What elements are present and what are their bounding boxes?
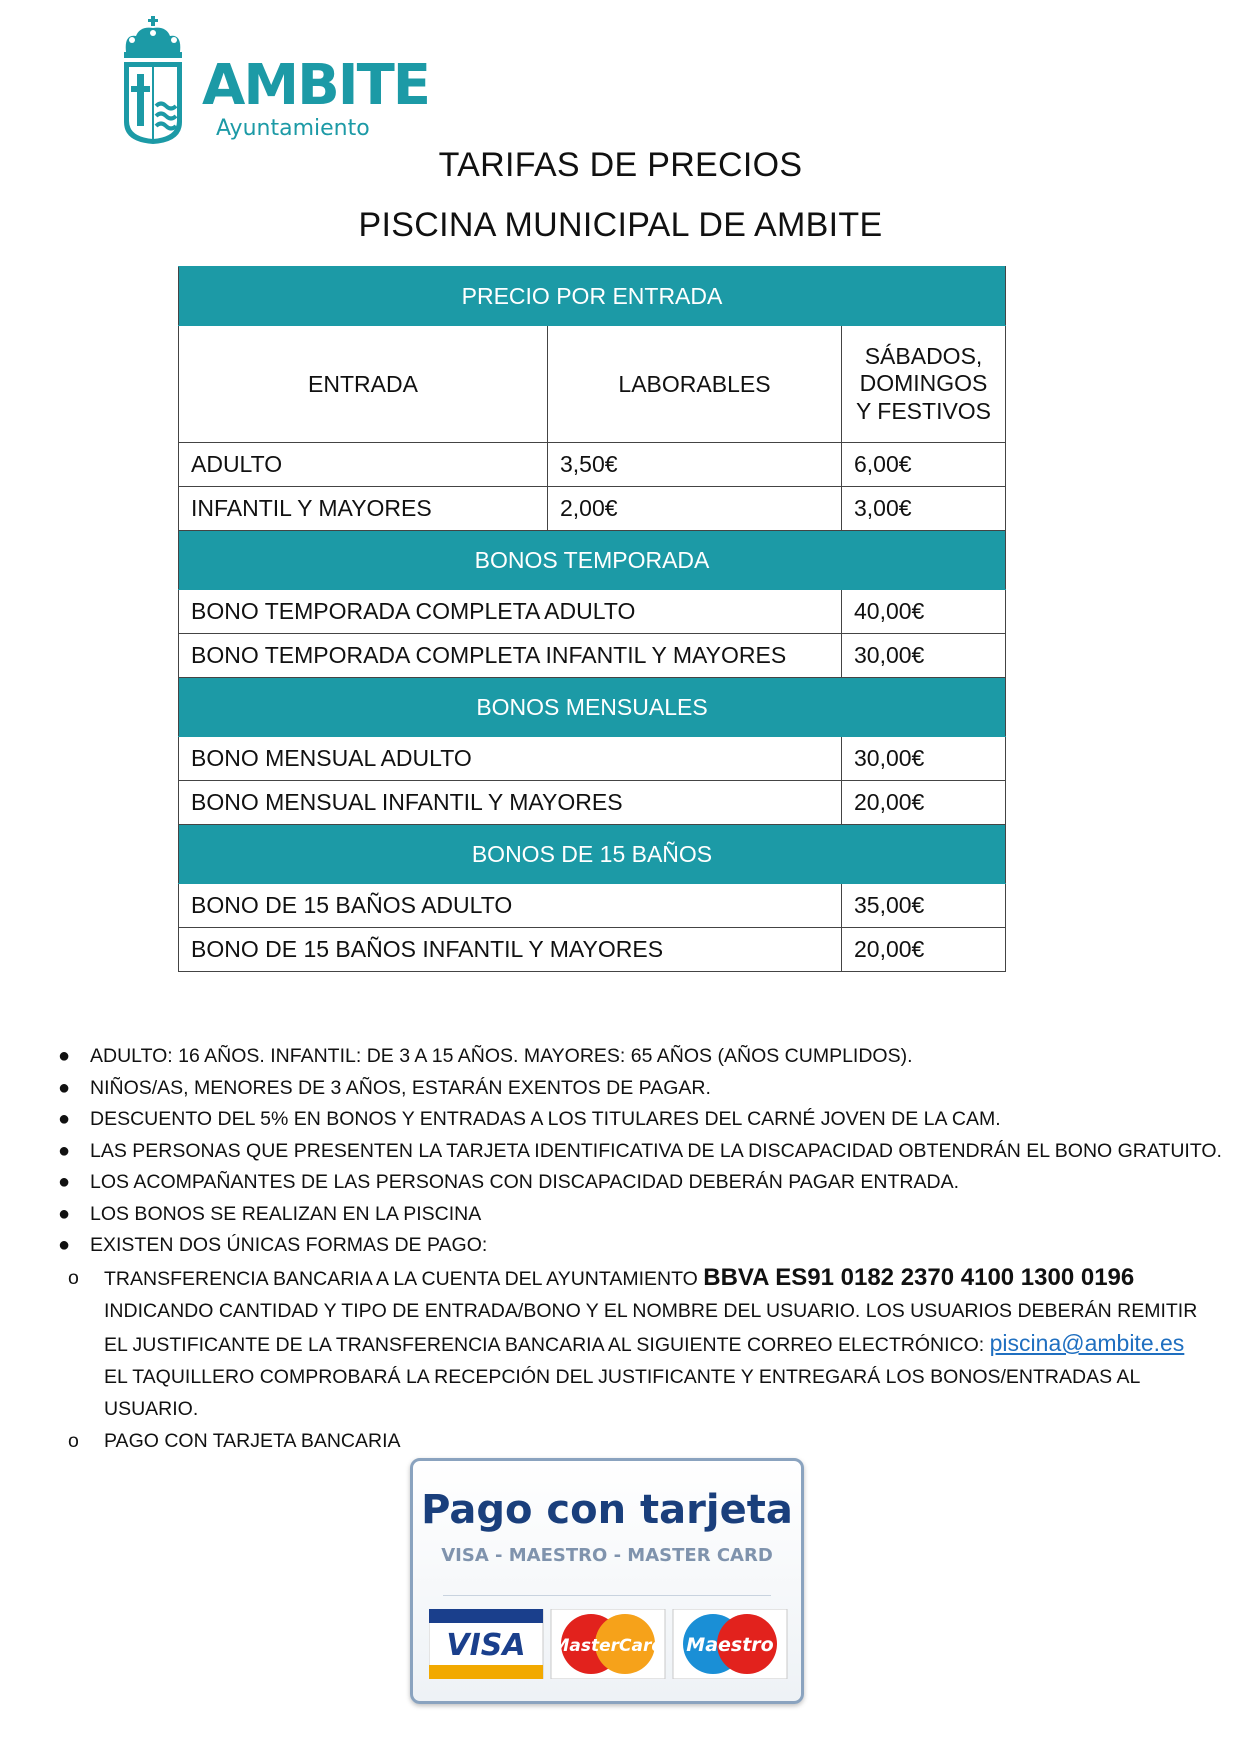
bullet-icon: ● [58,1076,71,1099]
notes-list [58,1041,1222,1262]
table-row [179,884,1006,928]
note-text: LOS ACOMPAÑANTES DE LAS PERSONAS CON DISCAPACIDAD DEBERÁN PAGAR ENTRADA. [90,1171,960,1193]
header-festivos-line: Y FESTIVOS [855,397,992,424]
card-option-text: PAGO CON TARJETA BANCARIA [104,1430,401,1452]
table-band [179,825,1006,884]
list-item [58,1041,1210,1073]
mastercard-label: MasterCard [552,1636,664,1656]
row-price: 20,00€ [842,928,1006,972]
note-text: EXISTEN DOS ÚNICAS FORMAS DE PAGO: [90,1234,488,1256]
visa-label: VISA [446,1628,526,1663]
card-brands [429,1609,789,1679]
bank-account: BBVA ES91 0182 2370 4100 1300 0196 [703,1264,1135,1291]
list-item [58,1167,1210,1199]
price-table [178,266,1006,972]
bullet-icon: ● [58,1171,71,1193]
payment-transfer [68,1262,1204,1425]
visa-icon [429,1609,543,1679]
row-price: 40,00€ [842,590,1006,634]
table-band [179,678,1006,737]
table-header-row [179,326,1006,443]
list-item [58,1104,1210,1136]
table-row [179,487,1006,531]
row-label: BONO MENSUAL INFANTIL Y MAYORES [179,781,842,825]
table-row [179,634,1006,678]
ambite-logo [118,14,430,146]
note-text: ADULTO: 16 AÑOS. INFANTIL: DE 3 A 15 AÑOS. MAYORES: 65 AÑOS (AÑOS CUMPLIDOS). [90,1045,913,1067]
list-item [58,1199,1210,1231]
email-link[interactable]: piscina@ambite.es [989,1330,1185,1356]
row-festivos: 6,00€ [842,443,1006,487]
card-payment-badge [410,1458,804,1704]
coat-of-arms-icon [118,14,188,146]
row-price: 30,00€ [842,737,1006,781]
payment-options [68,1262,1204,1457]
row-laborables: 2,00€ [548,487,842,531]
row-laborables: 3,50€ [548,443,842,487]
list-item [58,1073,1210,1105]
table-row [179,781,1006,825]
row-price: 20,00€ [842,781,1006,825]
bullet-icon: ● [58,1234,71,1256]
row-festivos: 3,00€ [842,487,1006,531]
note-text: NIÑOS/AS, MENORES DE 3 AÑOS, ESTARÁN EXENTOS DE PAGAR. [90,1076,711,1099]
note-text: DESCUENTO DEL 5% EN BONOS Y ENTRADAS A LOS TITULARES DEL CARNÉ JOVEN DE LA CAM. [90,1108,1001,1130]
header-festivos-line: DOMINGOS [859,370,988,397]
row-price: 35,00€ [842,884,1006,928]
maestro-label: Maestro [686,1634,774,1656]
band-precio-entrada: PRECIO POR ENTRADA [179,267,1006,326]
row-price: 30,00€ [842,634,1006,678]
bullet-icon: ● [58,1202,71,1225]
payment-card [68,1425,1204,1457]
table-row [179,737,1006,781]
page-subtitle: PISCINA MUNICIPAL DE AMBITE [358,206,883,244]
note-text: LAS PERSONAS QUE PRESENTEN LA TARJETA IDENTIFICATIVA DE LA DISCAPACIDAD OBTENDRÁN EL BONO GRATUITO. [90,1139,1222,1162]
logo-name: AMBITE [202,53,430,118]
header-entrada: ENTRADA [179,326,548,443]
transfer-end: EL TAQUILLERO COMPROBARÁ LA RECEPCIÓN DEL JUSTIFICANTE Y ENTREGARÁ LOS BONOS/ENTRADAS AL USUARIO. [104,1366,1140,1420]
badge-title: Pago con tarjeta [421,1487,793,1533]
maestro-icon [673,1609,787,1679]
page-title: TARIFAS DE PRECIOS [438,146,803,184]
row-label: ADULTO [179,443,548,487]
table-band [179,531,1006,590]
row-label: BONO DE 15 BAÑOS ADULTO [179,884,842,928]
row-label: INFANTIL Y MAYORES [179,487,548,531]
circle-bullet-icon: o [68,1430,79,1452]
badge-divider [443,1595,771,1596]
header-festivos-line: SÁBADOS, [864,342,983,369]
band-bonos-mensuales: BONOS MENSUALES [179,678,1006,737]
bullet-icon: ● [58,1139,71,1162]
list-item [58,1230,1210,1262]
band-bonos-15-banos: BONOS DE 15 BAÑOS [179,825,1006,884]
note-text: LOS BONOS SE REALIZAN EN LA PISCINA [90,1202,482,1225]
table-row [179,928,1006,972]
header-festivos [842,326,1006,443]
list-item [58,1136,1222,1168]
bullet-icon: ● [58,1108,71,1130]
row-label: BONO TEMPORADA COMPLETA INFANTIL Y MAYORES [179,634,842,678]
mastercard-icon [551,1609,665,1679]
table-band [179,267,1006,326]
row-label: BONO MENSUAL ADULTO [179,737,842,781]
table-row [179,590,1006,634]
logo-subtitle: Ayuntamiento [216,116,370,141]
header-laborables: LABORABLES [548,326,842,443]
band-bonos-temporada: BONOS TEMPORADA [179,531,1006,590]
row-label: BONO TEMPORADA COMPLETA ADULTO [179,590,842,634]
row-label: BONO DE 15 BAÑOS INFANTIL Y MAYORES [179,928,842,972]
badge-subtitle: VISA - MAESTRO - MASTER CARD [441,1545,773,1566]
transfer-intro: TRANSFERENCIA BANCARIA A LA CUENTA DEL AYUNTAMIENTO [104,1268,704,1290]
table-row [179,443,1006,487]
transfer-detail: INDICANDO CANTIDAD Y TIPO DE ENTRADA/BONO Y EL NOMBRE DEL USUARIO. LOS USUARIOS DEBERÁN REMITIR EL JUSTIFICANTE DE LA TRANSFERENCIA BANCARIA AL SIGUIENTE CORREO ELECTRÓNICO: [104,1300,1198,1356]
circle-bullet-icon: o [68,1267,79,1289]
bullet-icon: ● [58,1045,71,1067]
